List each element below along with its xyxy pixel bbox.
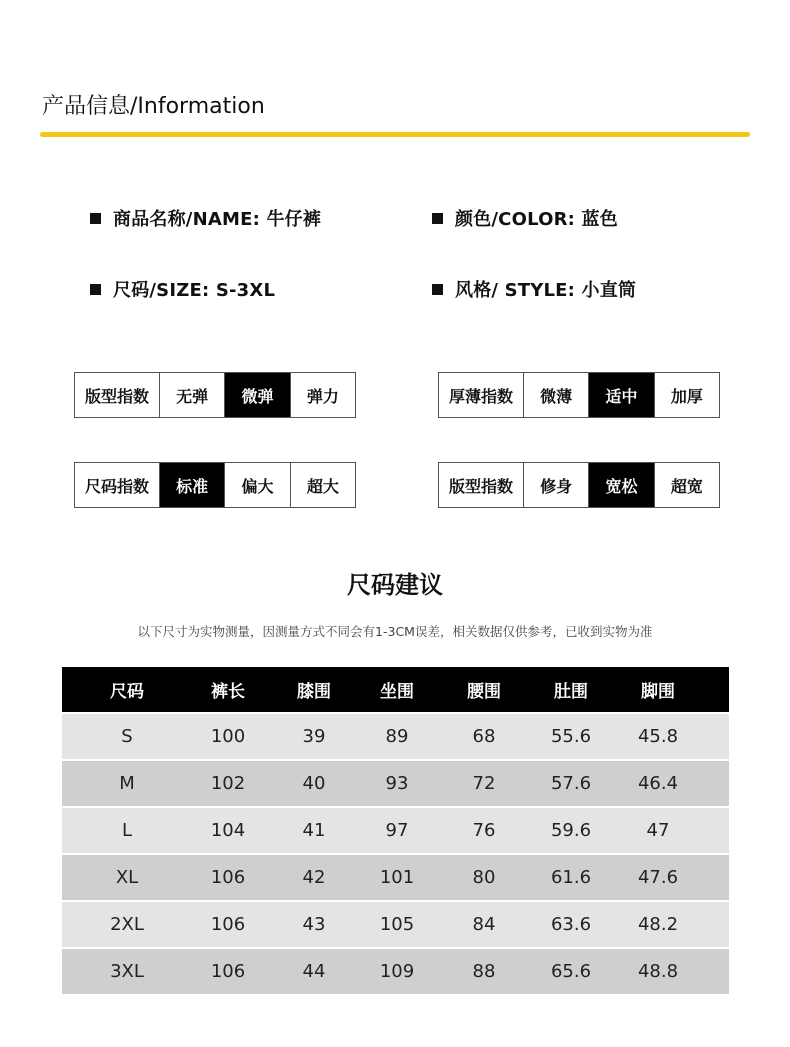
scale-option: 适中 (588, 373, 653, 417)
table-cell: 106 (210, 867, 246, 888)
scale-option: 宽松 (588, 463, 653, 507)
table-header-cell: 肚围 (554, 682, 588, 702)
scale-option: 修身 (523, 463, 588, 507)
info-color (432, 205, 618, 231)
scale-option: 弹力 (290, 373, 355, 417)
table-row (62, 808, 729, 853)
table-cell: 55.6 (550, 726, 592, 747)
table-cell: 105 (379, 914, 415, 935)
scale-label: 版型指数 (84, 386, 149, 406)
scale-thickness (438, 372, 720, 418)
table-cell: 46.4 (637, 773, 679, 794)
info-size (90, 276, 275, 302)
table-cell: 80 (472, 867, 496, 888)
table-cell: 106 (210, 914, 246, 935)
size-chart-note: 以下尺寸为实物测量，因测量方式不同会有1-3CM误差，相关数据仅供参考，已收到实物为准 (137, 624, 653, 639)
table-cell: 44 (302, 961, 326, 982)
table-cell: 41 (302, 820, 326, 841)
table-row (62, 714, 729, 759)
table-cell: M (119, 773, 135, 794)
table-cell: 63.6 (550, 914, 592, 935)
table-cell: 84 (472, 914, 496, 935)
table-row (62, 855, 729, 900)
table-header-cell: 裤长 (211, 682, 245, 702)
table-cell: 61.6 (550, 867, 592, 888)
table-cell: XL (115, 867, 139, 888)
table-cell: 102 (210, 773, 246, 794)
table-row (62, 902, 729, 947)
scale-elasticity (74, 372, 356, 418)
table-cell: 59.6 (550, 820, 592, 841)
header-divider (40, 132, 750, 137)
table-cell: 97 (385, 820, 409, 841)
info-name-text: 商品名称/NAME: 牛仔裤 (113, 209, 322, 230)
table-header-cell: 脚围 (641, 682, 675, 702)
table-cell: 45.8 (637, 726, 679, 747)
table-cell: 100 (210, 726, 246, 747)
table-cell: 89 (385, 726, 409, 747)
scale-label: 厚薄指数 (448, 386, 513, 406)
square-bullet-icon (432, 213, 443, 224)
square-bullet-icon (432, 284, 443, 295)
table-cell: 68 (472, 726, 496, 747)
table-cell: L (121, 820, 133, 841)
scale-sizing (74, 462, 356, 508)
page-title: 产品信息/Information (42, 94, 265, 119)
scale-option: 超大 (290, 463, 355, 507)
scale-option: 标准 (159, 463, 224, 507)
scale-option: 加厚 (654, 373, 719, 417)
table-cell: 47 (646, 820, 670, 841)
table-row (62, 949, 729, 994)
table-cell: 101 (379, 867, 415, 888)
table-cell: 72 (472, 773, 496, 794)
info-style-text: 风格/ STYLE: 小直筒 (455, 280, 637, 301)
table-body (62, 712, 729, 994)
square-bullet-icon (90, 213, 101, 224)
table-cell: 57.6 (550, 773, 592, 794)
table-cell: 48.2 (637, 914, 679, 935)
table-cell: 3XL (110, 961, 144, 982)
table-cell: 104 (210, 820, 246, 841)
table-cell: 65.6 (550, 961, 592, 982)
table-cell: 106 (210, 961, 246, 982)
square-bullet-icon (90, 284, 101, 295)
scale-option: 偏大 (224, 463, 289, 507)
table-cell: 42 (302, 867, 326, 888)
size-chart-title: 尺码建议 (347, 571, 443, 599)
table-row (62, 761, 729, 806)
table-header-cell: 膝围 (297, 682, 331, 702)
info-size-text: 尺码/SIZE: S-3XL (113, 280, 276, 301)
info-style (432, 276, 636, 302)
scale-option: 超宽 (654, 463, 719, 507)
table-cell: 2XL (110, 914, 144, 935)
table-cell: 39 (302, 726, 326, 747)
scale-fit (438, 462, 720, 508)
table-header-cell: 腰围 (467, 682, 501, 702)
table-cell: 109 (379, 961, 415, 982)
scale-label: 版型指数 (448, 476, 513, 496)
table-header-cell: 尺码 (110, 682, 144, 702)
table-cell: S (121, 726, 133, 747)
table-cell: 88 (472, 961, 496, 982)
scale-option: 微薄 (523, 373, 588, 417)
scale-option: 微弹 (224, 373, 289, 417)
scale-label: 尺码指数 (84, 476, 149, 496)
info-color-text: 颜色/COLOR: 蓝色 (455, 209, 618, 230)
table-header-cell: 坐围 (380, 682, 414, 702)
table-cell: 47.6 (637, 867, 679, 888)
table-cell: 40 (302, 773, 326, 794)
table-cell: 76 (472, 820, 496, 841)
scale-option: 无弹 (159, 373, 224, 417)
table-cell: 93 (385, 773, 409, 794)
info-name (90, 205, 321, 231)
table-cell: 43 (302, 914, 326, 935)
size-table (62, 667, 729, 994)
table-cell: 48.8 (637, 961, 679, 982)
table-header-row (62, 667, 729, 712)
